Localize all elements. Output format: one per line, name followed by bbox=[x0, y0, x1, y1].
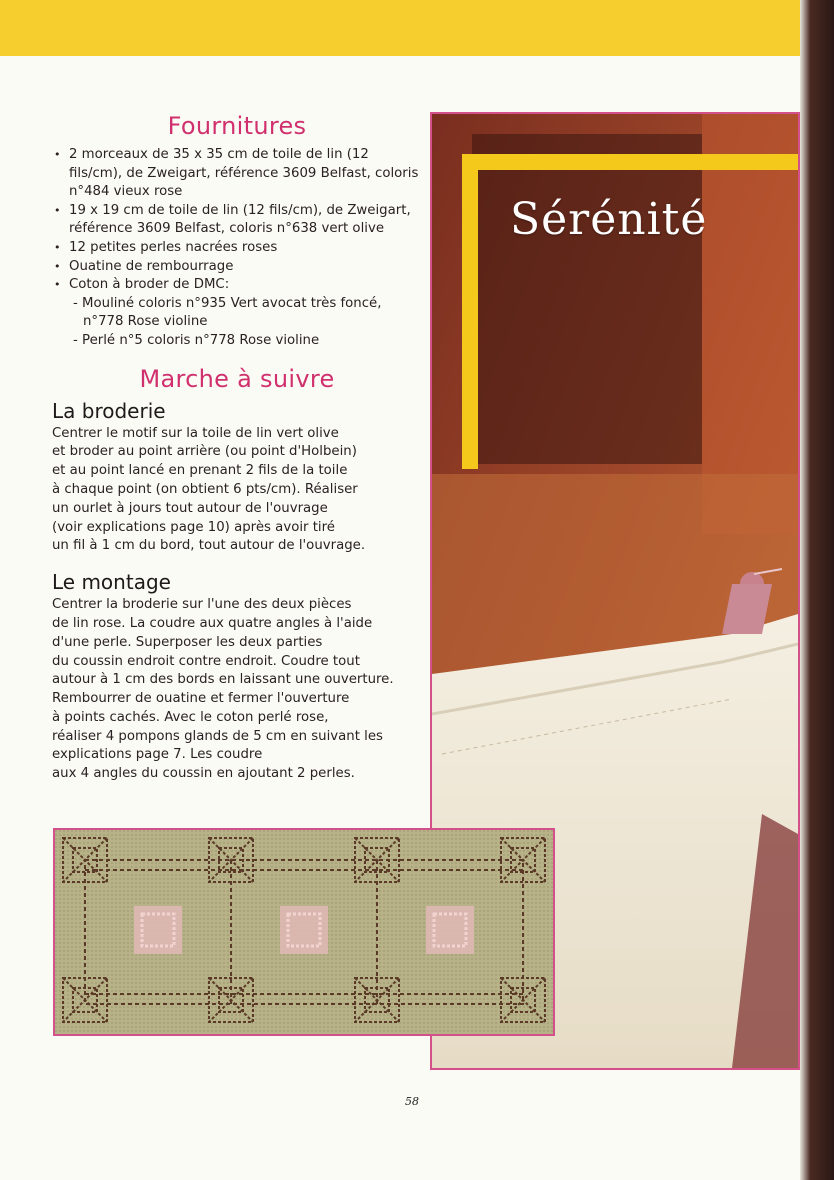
supplies-title: Fournitures bbox=[167, 112, 307, 140]
supply-item-thread bbox=[52, 276, 422, 350]
supplies-list bbox=[52, 146, 422, 351]
supply-item: • Ouatine de rembourrage bbox=[52, 258, 422, 277]
thread-sublist bbox=[69, 295, 422, 351]
assembly-heading: Le montage bbox=[52, 570, 171, 595]
thread-subitem: - Perlé n°5 coloris n°778 Rose violine bbox=[69, 332, 422, 351]
supply-item: • 12 petites perles nacrées roses bbox=[52, 239, 422, 258]
embroidery-sampler-image bbox=[53, 828, 555, 1036]
embroidery-pattern bbox=[55, 830, 553, 1034]
supply-item-label: Coton à broder de DMC: bbox=[69, 277, 230, 293]
text-column bbox=[52, 112, 422, 784]
thread-subitem: - Mouliné coloris n°935 Vert avocat très foncé, n°778 Rose violine bbox=[69, 295, 422, 332]
gold-frame-vertical bbox=[462, 154, 478, 469]
photo-title: Sérénité bbox=[510, 194, 708, 245]
supply-item: • 19 x 19 cm de toile de lin (12 fils/cm), de Zweigart, référence 3609 Belfast, coloris n°638 vert olive bbox=[52, 202, 422, 239]
page-number: 58 bbox=[405, 1095, 419, 1108]
instructions-title: Marche à suivre bbox=[139, 364, 335, 393]
top-yellow-band bbox=[0, 0, 834, 56]
binding-gutter bbox=[800, 0, 834, 1180]
gold-frame-horizontal bbox=[462, 154, 800, 170]
supply-item: • 2 morceaux de 35 x 35 cm de toile de lin (12 fils/cm), de Zweigart, référence 3609 Belfast, coloris n°484 vieux rose bbox=[52, 146, 422, 202]
embroidery-text: Centrer le motif sur la toile de lin vert olive et broder au point arrière (ou point d'Holbein) et au point lancé en prenant 2 fils de la toile à chaque point (on obtient 6 pts/cm). Réaliser un ourlet à jours tout autour de l'ouvrage (voir explications page 10) après avoir tiré un fil à 1 cm du bord, tout autour de l'ouvrage. bbox=[52, 425, 366, 554]
assembly-text: Centrer la broderie sur l'une des deux pièces de lin rose. La coudre aux quatre angles à l'aide d'une perle. Superposer les deux parties du coussin endroit contre endroit. Coudre tout autour à 1 cm des bords en laissant une ouverture. Rembourrer de ouatine et fermer l'ouverture à points cachés. Avec le coton perlé rose, réaliser 4 pompons glands de 5 cm en suivant les explications page 7. Les coudre aux 4 angles du coussin en ajoutant 2 perles. bbox=[52, 597, 394, 782]
embroidery-heading: La broderie bbox=[52, 398, 166, 423]
